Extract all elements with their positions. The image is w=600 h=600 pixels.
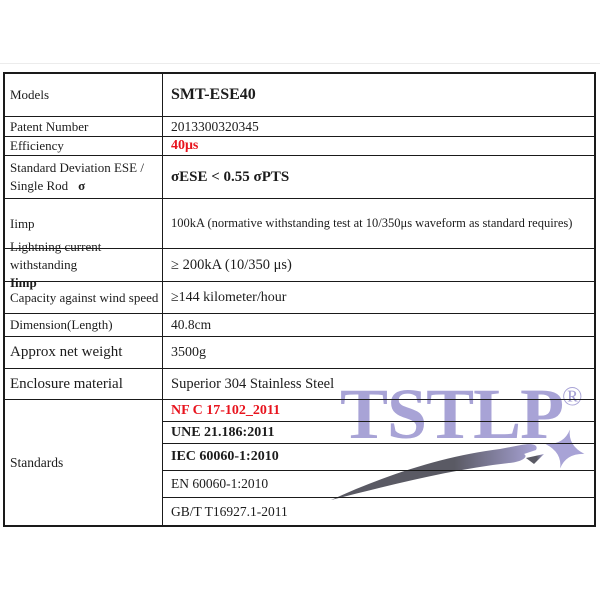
- row-value-standard-deviation: σESE < 0.55 σPTS: [163, 156, 594, 199]
- row-value-patent-number: 2013300320345: [163, 117, 594, 137]
- row-value-enclosure-material: Superior 304 Stainless Steel: [163, 369, 594, 400]
- registered-trademark-icon: ®: [562, 381, 583, 411]
- row-label-efficiency: Efficiency: [5, 137, 163, 156]
- row-label-patent-number: Patent Number: [5, 117, 163, 137]
- row-value-dimension: 40.8cm: [163, 314, 594, 337]
- row-value-wind-speed: ≥144 kilometer/hour: [163, 282, 594, 314]
- row-label-wind-speed: Capacity against wind speed: [5, 282, 163, 314]
- standards-item-gbt: GB/T T16927.1-2011: [171, 503, 288, 519]
- row-label-iimp: Iimp: [5, 199, 163, 249]
- row-value-net-weight: 3500g: [163, 337, 594, 369]
- row-value-models: SMT-ESE40: [163, 74, 594, 117]
- spec-table: [3, 72, 596, 527]
- sigma-symbol: σ: [78, 178, 86, 193]
- standards-item-iec: IEC 60060-1:2010: [163, 444, 594, 471]
- watermark-logo-text: TSTLP: [340, 374, 564, 454]
- row-value-iimp: 100kA (normative withstanding test at 10/350μs waveform as standard requires): [163, 199, 594, 249]
- row-value-efficiency: 40μs: [163, 137, 594, 156]
- row-label-lightning-current: Lightning current withstanding Iimp: [5, 249, 163, 282]
- row-label-standards: Standards: [5, 400, 163, 525]
- row-label-standard-deviation: Standard Deviation ESE / Single Rod σ: [5, 156, 163, 199]
- row-label-dimension: Dimension(Length): [5, 314, 163, 337]
- row-value-lightning-current: ≥ 200kA (10/350 μs): [163, 249, 594, 282]
- row-label-enclosure-material: Enclosure material: [5, 369, 163, 400]
- row-label-models: Models: [5, 74, 163, 117]
- standards-item-nfc: NF C 17-102_2011: [163, 400, 594, 422]
- standards-item-une: UNE 21.186:2011: [163, 422, 594, 444]
- standards-item-en: EN 60060-1:2010: [163, 471, 594, 498]
- page-top-divider: [0, 63, 600, 64]
- row-label-net-weight: Approx net weight: [5, 337, 163, 369]
